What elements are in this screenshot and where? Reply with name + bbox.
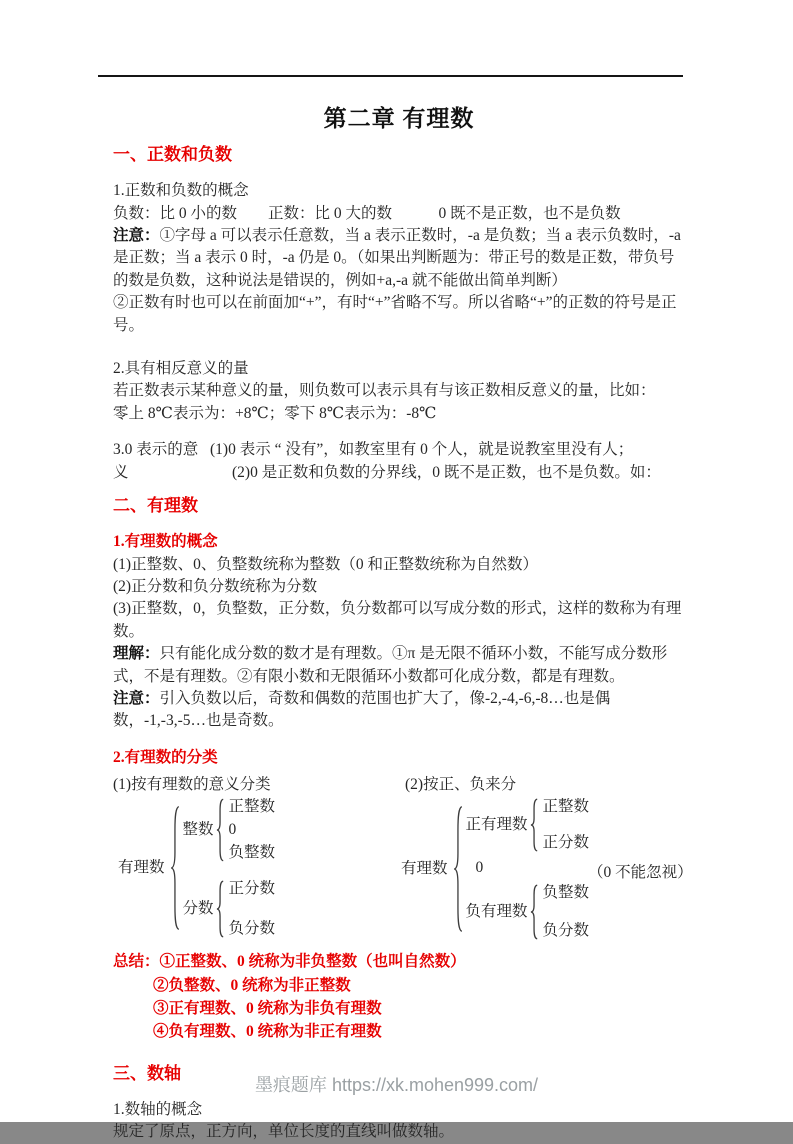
page-title: 第二章 有理数: [323, 106, 475, 131]
item-positive-fraction: 正分数: [542, 834, 590, 852]
s2-lijie-paragraph: [113, 643, 685, 688]
s2-note-paragraph: [113, 688, 685, 733]
small-brace-icon: [216, 798, 225, 862]
footer-link[interactable]: https://xk.mohen999.com/: [331, 1075, 539, 1095]
summary-item-1: ①正整数、0 统称为非负整数（也叫自然数）: [159, 953, 466, 971]
summary-item-4: ④负有理数、0 统称为非正有理数: [153, 1023, 382, 1041]
footer-site-name: 墨痕题库: [254, 1075, 332, 1095]
classification-diagrams: [113, 796, 693, 943]
section1-heading: 一、正数和负数: [113, 145, 232, 164]
big-brace-icon: [170, 804, 181, 932]
summary-line: [153, 974, 685, 997]
lijie-text: 只有能化成分数的数才是有理数。①π 是无限不循环小数，不能写成分数形式，不是有理数。②有限小数和无限循环小数都可化成分数，都是有理数。: [113, 645, 668, 685]
classify-right-label: (2)按正、负来分: [405, 776, 517, 794]
diagram-groups: [466, 798, 590, 940]
note-label: 注意：: [113, 689, 160, 707]
zero-branch: 0: [475, 859, 484, 877]
s2-classify-heading: 2.有理数的分类: [113, 748, 218, 766]
item-positive-integer: 正整数: [228, 798, 276, 816]
s3-definition: 规定了原点，正方向，单位长度的直线叫做数轴。: [113, 1123, 455, 1141]
group-items: [229, 798, 276, 862]
summary-block: [113, 950, 685, 1044]
summary-item-3: ③正有理数、0 统称为非负有理数: [153, 999, 382, 1017]
s2-concept-item-2: (2)正分数和负分数统称为分数: [113, 577, 318, 595]
diagram-root-label: 有理数: [118, 858, 165, 876]
note-text: ①字母 a 可以表示任意数，当 a 表示正数时，-a 是负数；当 a 表示负数时，-a 是正数；当 a 表示 0 时，-a 仍是 0。（如果出判断题为：带正号的数是正数，带负号的数是负数，这种说法是错误的，例如+a,-a 就不能做出简单判断）: [113, 226, 681, 289]
summary-line: [153, 1020, 685, 1043]
classify-labels-row: [113, 774, 685, 796]
group-label: 整数: [182, 820, 214, 838]
diagram-by-meaning: [118, 798, 275, 938]
group-items: [229, 880, 276, 938]
s2-concept-heading: 1.有理数的概念: [113, 533, 218, 551]
small-brace-icon: [216, 880, 225, 938]
note-text: 引入负数以后，奇数和偶数的范围也扩大了，像-2,-4,-6,-8…也是偶数，-1,-3,-5…也是奇数。: [113, 689, 611, 730]
lijie-label: 理解：: [113, 645, 160, 663]
zero-note: （0 不能忽视）: [588, 864, 693, 882]
item-negative-fraction: 负分数: [228, 920, 276, 938]
fraction-group: [183, 880, 276, 938]
s2-concept-item-3: (3)正整数，0，负整数，正分数，负分数都可以写成分数的形式，这样的数称为有理数。: [113, 600, 682, 640]
zero-item-2: (2)0 是正数和负数的分界线，0 既不是正数，也不是负数。如：: [232, 463, 661, 481]
integer-group: [183, 798, 276, 862]
big-brace-icon: [453, 804, 464, 934]
document-content: [113, 96, 693, 1144]
negative-rational-group: [466, 884, 590, 940]
item-negative-integer: 负整数: [542, 884, 590, 902]
diagram-groups: [183, 798, 276, 938]
group-label: 分数: [182, 899, 214, 917]
item-zero: 0: [228, 821, 237, 839]
small-brace-icon: [530, 798, 539, 852]
s1-concept-title: 1.正数和负数的概念: [113, 182, 249, 200]
item-negative-fraction: 负分数: [542, 922, 590, 940]
summary-line: [153, 997, 685, 1020]
zero-item-1: (1)0 表示 “ 没有”，如教室里有 0 个人，就是说教室里没有人；: [210, 441, 634, 459]
note-label: 注意：: [113, 226, 160, 244]
s3-sub-title: 1.数轴的概念: [113, 1100, 203, 1118]
zero-meaning-items: [210, 439, 685, 484]
group-items: [543, 798, 590, 852]
diagram-by-sign: [401, 798, 589, 940]
s1-opposite-line1: 若正数表示某种意义的量，则负数可以表示具有与该正数相反意义的量，比如：: [113, 382, 656, 400]
summary-item-2: ②负整数、0 统称为非正整数: [153, 976, 351, 994]
header-rule: [98, 75, 683, 77]
s2-concept-item-1: (1)正整数、0、负整数统称为整数（0 和正整数统称为自然数）: [113, 555, 538, 573]
section2-heading: 二、有理数: [113, 495, 198, 515]
group-label: 负有理数: [465, 902, 528, 920]
group-items: [543, 884, 590, 940]
section3-heading: 三、数轴: [113, 1063, 181, 1083]
diagram-root-label: 有理数: [401, 859, 448, 877]
item-negative-integer: 负整数: [228, 844, 276, 862]
summary-line: [113, 950, 685, 973]
s1-opposite-title: 2.具有相反意义的量: [113, 359, 249, 377]
s1-opposite-line2: 零上 8℃表示为：+8℃；零下 8℃表示为：-8℃: [113, 404, 437, 422]
footer-watermark: [0, 1071, 793, 1097]
item-positive-fraction: 正分数: [228, 880, 276, 898]
group-label: 正有理数: [465, 815, 528, 833]
classify-left-label: (1)按有理数的意义分类: [113, 776, 271, 794]
s1-note-item2: ②正数有时也可以在前面加“+”，有时“+”省略不写。所以省略“+”的正数的符号是正号。: [113, 294, 677, 334]
s1-definitions: 负数：比 0 小的数 正数：比 0 大的数 0 既不是正数，也不是负数: [113, 204, 621, 222]
zero-meaning-title: 3.0 表示的意义: [113, 441, 199, 481]
item-positive-integer: 正整数: [542, 798, 590, 816]
small-brace-icon: [530, 884, 539, 940]
positive-rational-group: [466, 798, 590, 852]
s1-zero-meaning-block: [113, 439, 685, 484]
s1-note-paragraph: [113, 225, 685, 292]
summary-label: 总结：: [113, 953, 160, 971]
